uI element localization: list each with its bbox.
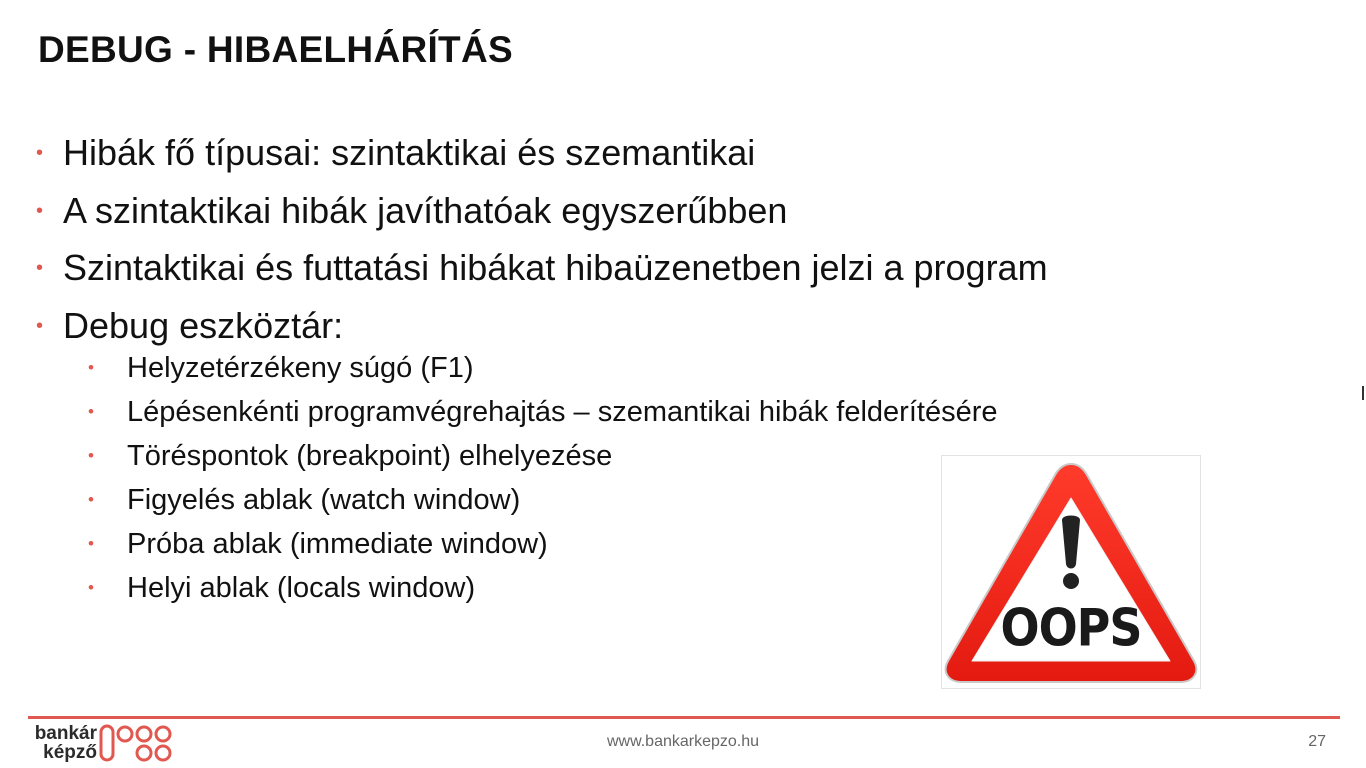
bullet-marker: • — [36, 314, 44, 337]
bullet-marker: • — [88, 490, 94, 509]
bullet-item — [36, 182, 1236, 240]
footer-divider — [28, 716, 1340, 719]
bullet-marker: • — [88, 402, 94, 421]
sub-bullet-item — [88, 522, 998, 566]
page-number: 27 — [1308, 733, 1326, 750]
footer-url: www.bankarkepzo.hu — [606, 733, 760, 750]
bullet-marker: • — [36, 257, 44, 279]
bullet-marker: • — [88, 358, 94, 377]
slide-title: DEBUG - HIBAELHÁRÍTÁS — [38, 29, 513, 70]
sub-bullet-list — [88, 346, 998, 610]
bullet-marker: • — [36, 199, 44, 222]
bullet-item — [36, 239, 1236, 297]
oops-warning-image — [941, 455, 1201, 689]
warning-triangle-icon — [942, 456, 1200, 688]
bullet-text: Szintaktikai és futtatási hibákat hibaüzenetben jelzi a program — [63, 247, 1048, 288]
sub-bullet-item — [88, 434, 998, 478]
sub-bullet-text: Helyi ablak (locals window) — [127, 572, 476, 604]
oops-text: OOPS — [1000, 597, 1142, 658]
sub-bullet-item — [88, 390, 998, 434]
sub-bullet-text: Lépésenkénti programvégrehajtás – szemantikai hibák felderítésére — [127, 396, 998, 428]
sub-bullet-text: Helyzetérzékeny súgó (F1) — [127, 352, 474, 384]
bullet-marker: • — [88, 446, 94, 465]
bullet-marker: • — [88, 534, 94, 553]
bullet-text: A szintaktikai hibák javíthatóak egyszerűbben — [63, 189, 788, 231]
sub-bullet-item — [88, 566, 998, 610]
bullet-marker: • — [36, 142, 44, 164]
logo-line-2: képző — [43, 742, 97, 763]
sub-bullet-text: Figyelés ablak (watch window) — [127, 484, 521, 516]
sub-bullet-text: Próba ablak (immediate window) — [127, 528, 548, 560]
sub-bullet-item — [88, 478, 998, 522]
bullet-text: Hibák fő típusai: szintaktikai és szemantikai — [63, 132, 756, 173]
sub-bullet-item — [88, 346, 998, 390]
bullet-marker: • — [88, 578, 94, 597]
edge-marker — [1362, 386, 1364, 400]
logo-line-1: bankár — [34, 723, 97, 744]
bullet-list — [36, 124, 1236, 354]
sub-bullet-text: Töréspontok (breakpoint) elhelyezése — [127, 440, 613, 472]
bullet-text: Debug eszköztár: — [63, 304, 344, 346]
bullet-item — [36, 124, 1236, 182]
